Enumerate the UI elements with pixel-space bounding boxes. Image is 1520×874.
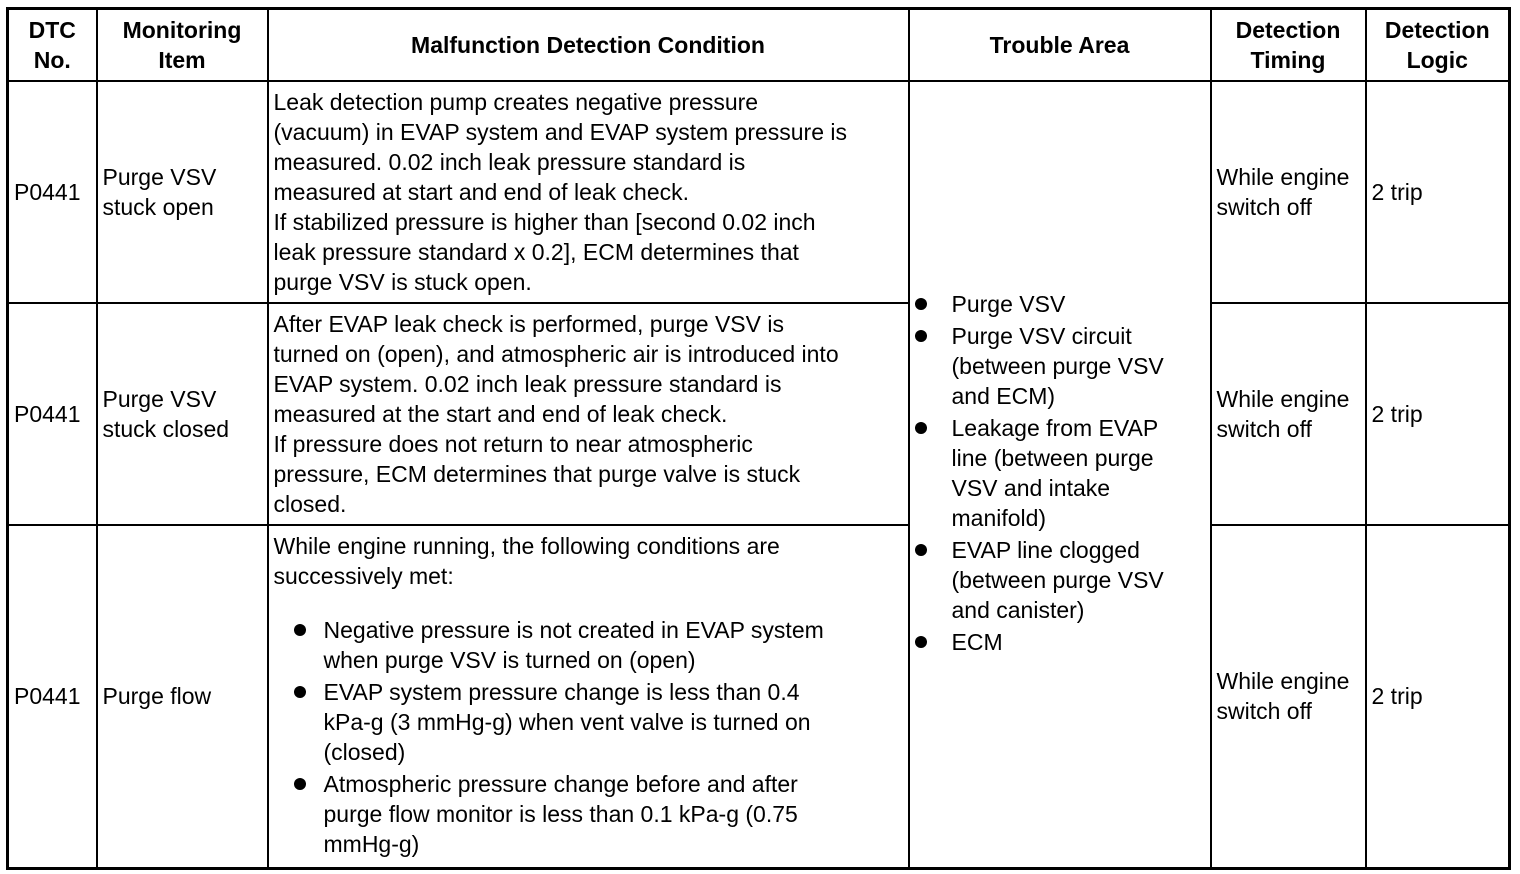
detection-logic: 2 trip — [1366, 303, 1510, 525]
trouble-area-list — [915, 289, 1205, 657]
monitoring-item: Purge flow — [97, 525, 268, 869]
bullet-icon — [294, 624, 306, 636]
detection-timing: While engine switch off — [1211, 525, 1366, 869]
bullet-icon — [915, 330, 927, 342]
list-item: Purge VSV — [915, 289, 1205, 319]
malfunction-condition — [268, 525, 909, 869]
list-item: Leakage from EVAP line (between purge VSV and intake manifold) — [915, 413, 1205, 533]
list-item: Purge VSV circuit (between purge VSV and ECM) — [915, 321, 1205, 411]
bullet-icon — [915, 636, 927, 648]
dtc-code: P0441 — [8, 303, 97, 525]
detection-timing: While engine switch off — [1211, 303, 1366, 525]
monitoring-item: Purge VSV stuck closed — [97, 303, 268, 525]
header-monitoring-item: Monitoring Item — [97, 9, 268, 81]
malfunction-condition: Leak detection pump creates negative pressure (vacuum) in EVAP system and EVAP system pressure is measured. 0.02 inch leak pressure standard is measured at start and end of leak check. If stabilized pressure is higher than [second 0.02 inch leak pressure standard x 0.2], ECM determines that purge VSV is stuck open. — [268, 81, 909, 303]
dtc-code: P0441 — [8, 81, 97, 303]
bullet-icon — [915, 422, 927, 434]
malfunction-condition: After EVAP leak check is performed, purge VSV is turned on (open), and atmospheric air is introduced into EVAP system. 0.02 inch leak pressure standard is measured at the start and end of leak check. If pressure does not return to near atmospheric pressure, ECM determines that purge valve is stuck closed. — [268, 303, 909, 525]
bullet-icon — [915, 298, 927, 310]
condition-intro: While engine running, the following conditions are successively met: — [273, 533, 780, 590]
table-row — [8, 303, 1510, 525]
header-detection-timing: Detection Timing — [1211, 9, 1366, 81]
dtc-table — [6, 7, 1511, 870]
detection-timing: While engine switch off — [1211, 81, 1366, 303]
list-item: ECM — [915, 627, 1205, 657]
list-item: EVAP line clogged (between purge VSV and canister) — [915, 535, 1205, 625]
detection-logic: 2 trip — [1366, 525, 1510, 869]
header-trouble-area: Trouble Area — [909, 9, 1211, 81]
header-dtc-no: DTC No. — [8, 9, 97, 81]
bullet-icon — [294, 686, 306, 698]
table-row — [8, 81, 1510, 303]
list-item: Negative pressure is not created in EVAP system when purge VSV is turned on (open) — [294, 615, 903, 675]
header-malfunction-condition: Malfunction Detection Condition — [268, 9, 909, 81]
list-item: EVAP system pressure change is less than 0.4 kPa-g (3 mmHg-g) when vent valve is turned on (closed) — [294, 677, 903, 767]
list-item: Atmospheric pressure change before and after purge flow monitor is less than 0.1 kPa-g (0.75 mmHg-g) — [294, 769, 903, 859]
header-detection-logic: Detection Logic — [1366, 9, 1510, 81]
dtc-code: P0441 — [8, 525, 97, 869]
trouble-area — [909, 81, 1211, 869]
monitoring-item: Purge VSV stuck open — [97, 81, 268, 303]
condition-list — [294, 615, 903, 859]
table-row — [8, 525, 1510, 869]
detection-logic: 2 trip — [1366, 81, 1510, 303]
bullet-icon — [294, 778, 306, 790]
bullet-icon — [915, 544, 927, 556]
header-row — [8, 9, 1510, 81]
